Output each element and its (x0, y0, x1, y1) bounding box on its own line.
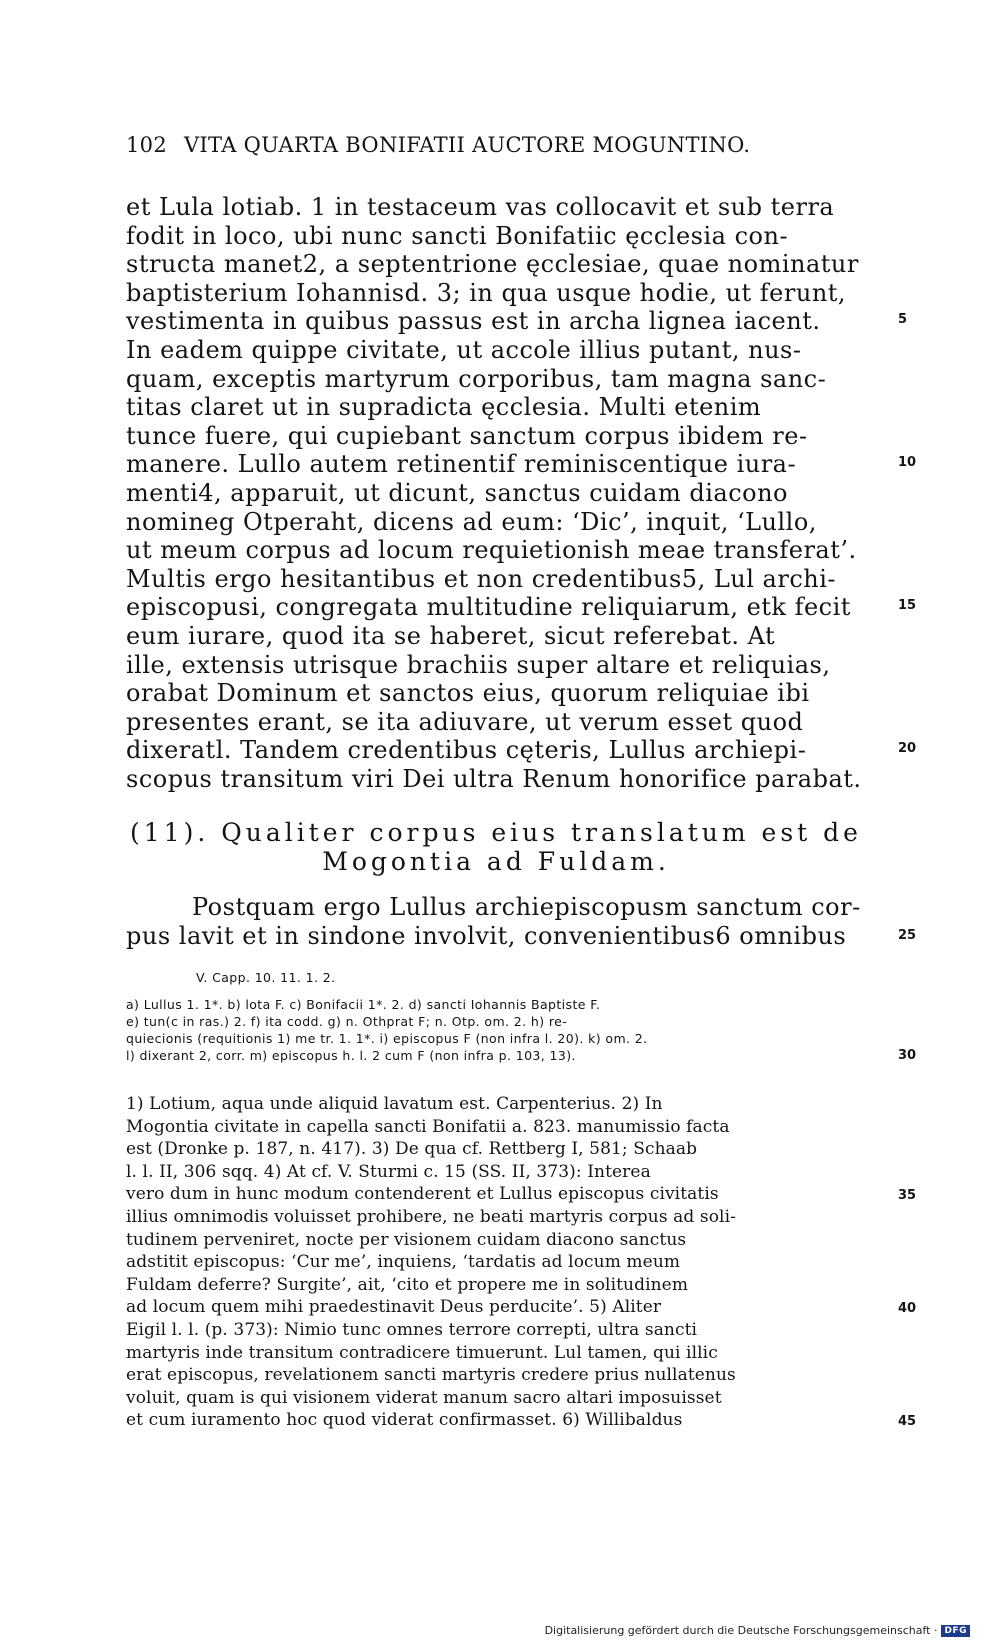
page-number: 102 (126, 133, 167, 157)
line-number: 40 (898, 1301, 917, 1317)
footnote-line: illius omnimodis voluisset prohibere, ne beati martyris corpus ad soli- (126, 1207, 736, 1227)
text-line: eum iurare, quod ita se haberet, sicut referebat. At (126, 622, 776, 650)
apparatus-line: l) dixerant 2, corr. m) episcopus h. l. 2 cum F (non infra p. 103, 13). (126, 1048, 576, 1063)
text-line: ut meum corpus ad locum requietionish meae transferat’. (126, 536, 857, 565)
line-number: 30 (898, 1048, 917, 1063)
line-number: 15 (898, 598, 917, 614)
footnote-line: l. l. II, 306 sqq. 4) At cf. V. Sturmi c. 15 (SS. II, 373): Interea (126, 1161, 651, 1182)
running-title: VITA QUARTA BONIFATII AUCTORE MOGUNTINO. (183, 133, 751, 157)
apparatus-line: quiecionis (requitionis 1) me tr. 1. 1*. i) episcopus F (non infra l. 20). k) om. 2. (126, 1031, 648, 1046)
text-line: tunce fuere, qui cupiebant sanctum corpus ibidem re- (126, 421, 808, 450)
text-line: orabat Dominum et sanctos eius, quorum reliquiae ibi (126, 679, 810, 708)
apparatus-line: V. Capp. 10. 11. 1. 2. (196, 970, 336, 985)
line-number: 10 (898, 455, 917, 471)
text-line: baptisterium Iohannisd. 3; in qua usque hodie, ut ferunt, (126, 278, 847, 307)
running-header (126, 133, 826, 157)
text-line: pus lavit et in sindone involvit, convenientibus6 omnibus (126, 921, 847, 950)
text-line: titas claret ut in supradicta ęcclesia. Multi etenim (126, 393, 762, 422)
text-line: ille, extensis utrisque brachiis super altare et reliquias, (126, 650, 831, 679)
footnote-line: erat episcopus, revelationem sancti martyris credere prius nullatenus (126, 1365, 736, 1386)
footnote-line: ad locum quem mihi praedestinavit Deus perducite’. 5) Aliter (126, 1297, 662, 1318)
line-number: 5 (898, 312, 908, 328)
text-line: manere. Lullo autem retinentif reminiscentique iura- (126, 450, 797, 479)
text-line: In eadem quippe civitate, ut accole illius putant, nus- (126, 336, 802, 364)
footnote-line: vero dum in hunc modum contenderent et Lullus episcopus civitatis (126, 1184, 719, 1205)
text-line: structa manet2, a septentrione ęcclesiae, quae nominatur (126, 250, 859, 279)
footnote-line: adstitit episcopus: ‘Cur me’, inquiens, ‘tardatis ad locum meum (126, 1252, 681, 1273)
line-number: 20 (898, 741, 917, 757)
text-line: Multis ergo hesitantibus et non credentibus5, Lul archi- (126, 564, 836, 593)
credit-text: Digitalisierung gefördert durch die Deutsche Forschungsgemeinschaft · (544, 1624, 938, 1637)
chapter-heading-line-1: (11). Qualiter corpus eius translatum est de (130, 818, 862, 847)
footnote-line: martyris inde transitum contradicere timuerunt. Lul tamen, qui illic (126, 1342, 718, 1363)
footnote-line: Eigil l. l. (p. 373): Nimio tunc omnes terrore correpti, ultra sancti (126, 1320, 698, 1340)
text-line: presentes erant, se ita adiuvare, ut verum esset quod (126, 707, 804, 736)
footnote-line: est (Dronke p. 187, n. 417). 3) De qua cf. Rettberg I, 581; Schaab (126, 1139, 698, 1160)
footnote-line: 1) Lotium, aqua unde aliquid lavatum est. Carpenterius. 2) In (126, 1094, 663, 1114)
footnote-line: Mogontia civitate in capella sancti Bonifatii a. 823. manumissio facta (126, 1116, 730, 1137)
text-line: menti4, apparuit, ut dicunt, sanctus cuidam diacono (126, 479, 788, 507)
dfg-logo: DFG (941, 1625, 970, 1637)
text-line: quam, exceptis martyrum corporibus, tam magna sanc- (126, 364, 827, 393)
apparatus-line: e) tun(c in ras.) 2. f) ita codd. g) n. Othprat F; n. Otp. om. 2. h) re- (126, 1014, 568, 1029)
text-line: episcopusi, congregata multitudine reliquiarum, etk fecit (126, 593, 851, 622)
footnote-line: tudinem perveniret, nocte per visionem cuidam diacono sanctus (126, 1229, 687, 1250)
footnote-line: voluit, quam is qui visionem viderat manum sacro altari imposuisset (126, 1387, 722, 1408)
text-line: vestimenta in quibus passus est in archa lignea iacent. (126, 307, 821, 336)
line-number: 25 (898, 928, 917, 943)
apparatus-line: a) Lullus 1. 1*. b) lota F. c) Bonifacii 1*. 2. d) sancti Iohannis Baptiste F. (126, 997, 601, 1012)
line-number: 35 (898, 1188, 917, 1204)
text-line: et Lula lotiab. 1 in testaceum vas collocavit et sub terra (126, 193, 835, 221)
text-line: nomineg Otperaht, dicens ad eum: ‘Dic’, inquit, ‘Lullo, (126, 507, 817, 536)
line-number: 45 (898, 1414, 917, 1430)
footnote-line: Fuldam deferre? Surgite’, ait, ‘cito et propere me in solitudinem (126, 1274, 689, 1295)
chapter-heading-line-2: Mogontia ad Fuldam. (322, 847, 670, 876)
text-line: dixeratl. Tandem credentibus cęteris, Lullus archiepi- (126, 736, 807, 765)
text-line: scopus transitum viri Dei ultra Renum honorifice parabat. (126, 765, 862, 793)
digitization-credit (545, 1624, 970, 1637)
text-line: fodit in loco, ubi nunc sancti Bonifatiic ęcclesia con- (126, 221, 789, 250)
footnote-line: et cum iuramento hoc quod viderat confirmasset. 6) Willibaldus (126, 1410, 683, 1431)
text-line: Postquam ergo Lullus archiepiscopusm sanctum cor- (192, 893, 861, 921)
